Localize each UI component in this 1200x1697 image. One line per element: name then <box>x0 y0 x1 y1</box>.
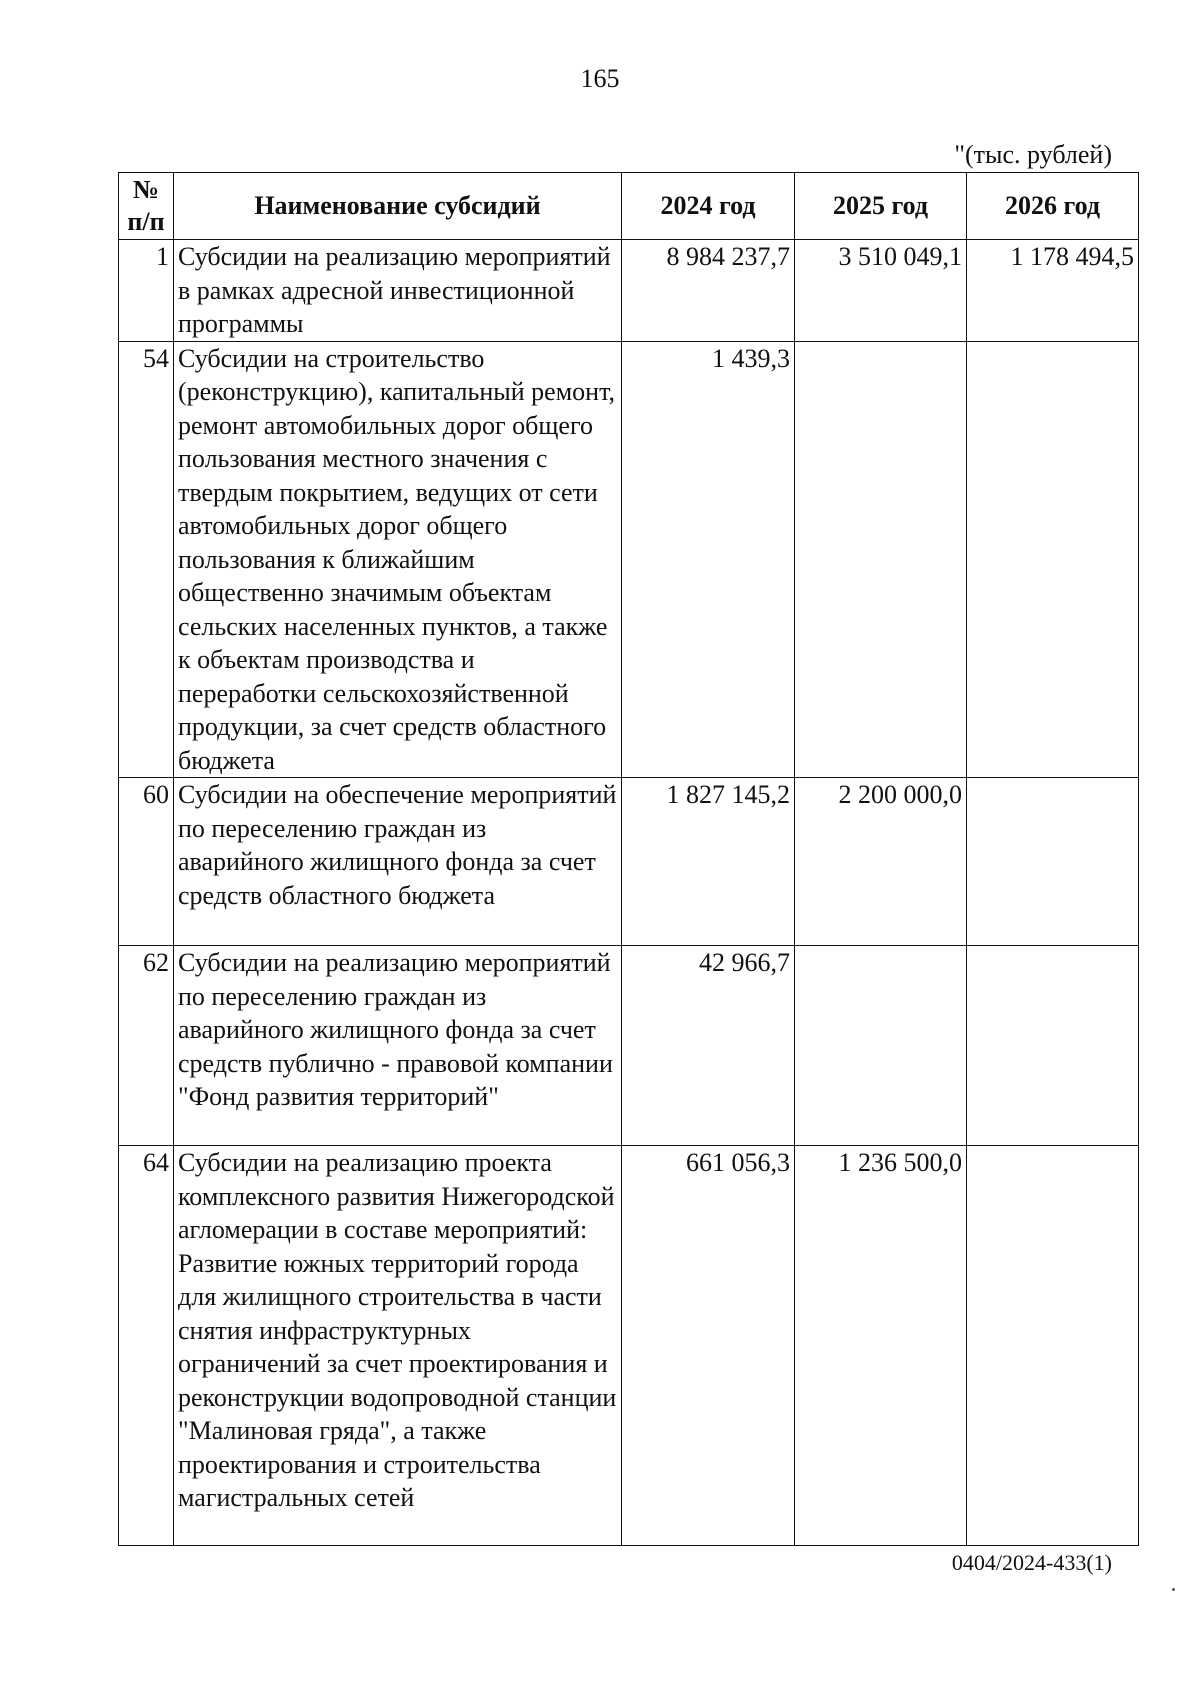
row-number: 54 <box>119 341 174 778</box>
row-2026-value <box>967 946 1139 1146</box>
row-2026-value <box>967 1146 1139 1546</box>
page-number: 165 <box>580 64 620 93</box>
header-2026: 2026 год <box>967 173 1139 240</box>
row-2025-value <box>795 341 967 778</box>
scan-artifact-dot <box>1172 1588 1175 1591</box>
row-name: Субсидии на реализацию мероприятий в рамках адресной инвестиционной программы <box>174 240 622 342</box>
row-name: Субсидии на обеспечение мероприятий по переселению граждан из аварийного жилищного фонда за счет средств областного бюджета <box>174 778 622 946</box>
row-name: Субсидии на реализацию мероприятий по переселению граждан из аварийного жилищного фонда за счет средств публично - правовой компании "Фонд развития территорий" <box>174 946 622 1146</box>
row-2025-value: 1 236 500,0 <box>795 1146 967 1546</box>
row-2026-value <box>967 341 1139 778</box>
row-number: 1 <box>119 240 174 342</box>
row-2024-value: 661 056,3 <box>622 1146 795 1546</box>
units-label: "(тыс. рублей) <box>954 140 1112 169</box>
table-header-row <box>119 173 1139 240</box>
table-row <box>119 778 1139 946</box>
row-2024-value: 8 984 237,7 <box>622 240 795 342</box>
row-2025-value: 3 510 049,1 <box>795 240 967 342</box>
row-name: Субсидии на реализацию проекта комплексного развития Нижегородской агломерации в составе мероприятий: Развитие южных территорий города для жилищного строительства в части снятия инфраструктурных ограничений за счет проектирования и реконструкции водопроводной станции "Малиновая гряда", а также проектирования и строительства магистральных сетей <box>174 1146 622 1546</box>
row-number: 62 <box>119 946 174 1146</box>
document-code: 0404/2024-433(1) <box>951 1550 1112 1575</box>
subsidies-table <box>118 172 1139 1546</box>
row-number: 64 <box>119 1146 174 1546</box>
row-number: 60 <box>119 778 174 946</box>
row-2026-value: 1 178 494,5 <box>967 240 1139 342</box>
header-2024: 2024 год <box>622 173 795 240</box>
header-number: № п/п <box>119 173 174 240</box>
header-2025: 2025 год <box>795 173 967 240</box>
table-row <box>119 946 1139 1146</box>
table-row <box>119 1146 1139 1546</box>
row-2025-value: 2 200 000,0 <box>795 778 967 946</box>
row-name: Субсидии на строительство (реконструкцию), капитальный ремонт, ремонт автомобильных дорог общего пользования местного значения с твердым покрытием, ведущих от сети автомобильных дорог общего пользования к ближайшим общественно значимым объектам сельских населенных пунктов, а также к объектам производства и переработки сельскохозяйственной продукции, за счет средств областного бюджета <box>174 341 622 778</box>
header-name: Наименование субсидий <box>174 173 622 240</box>
row-2024-value: 1 439,3 <box>622 341 795 778</box>
table-row <box>119 240 1139 342</box>
row-2026-value <box>967 778 1139 946</box>
table-row <box>119 341 1139 778</box>
row-2024-value: 1 827 145,2 <box>622 778 795 946</box>
row-2024-value: 42 966,7 <box>622 946 795 1146</box>
row-2025-value <box>795 946 967 1146</box>
